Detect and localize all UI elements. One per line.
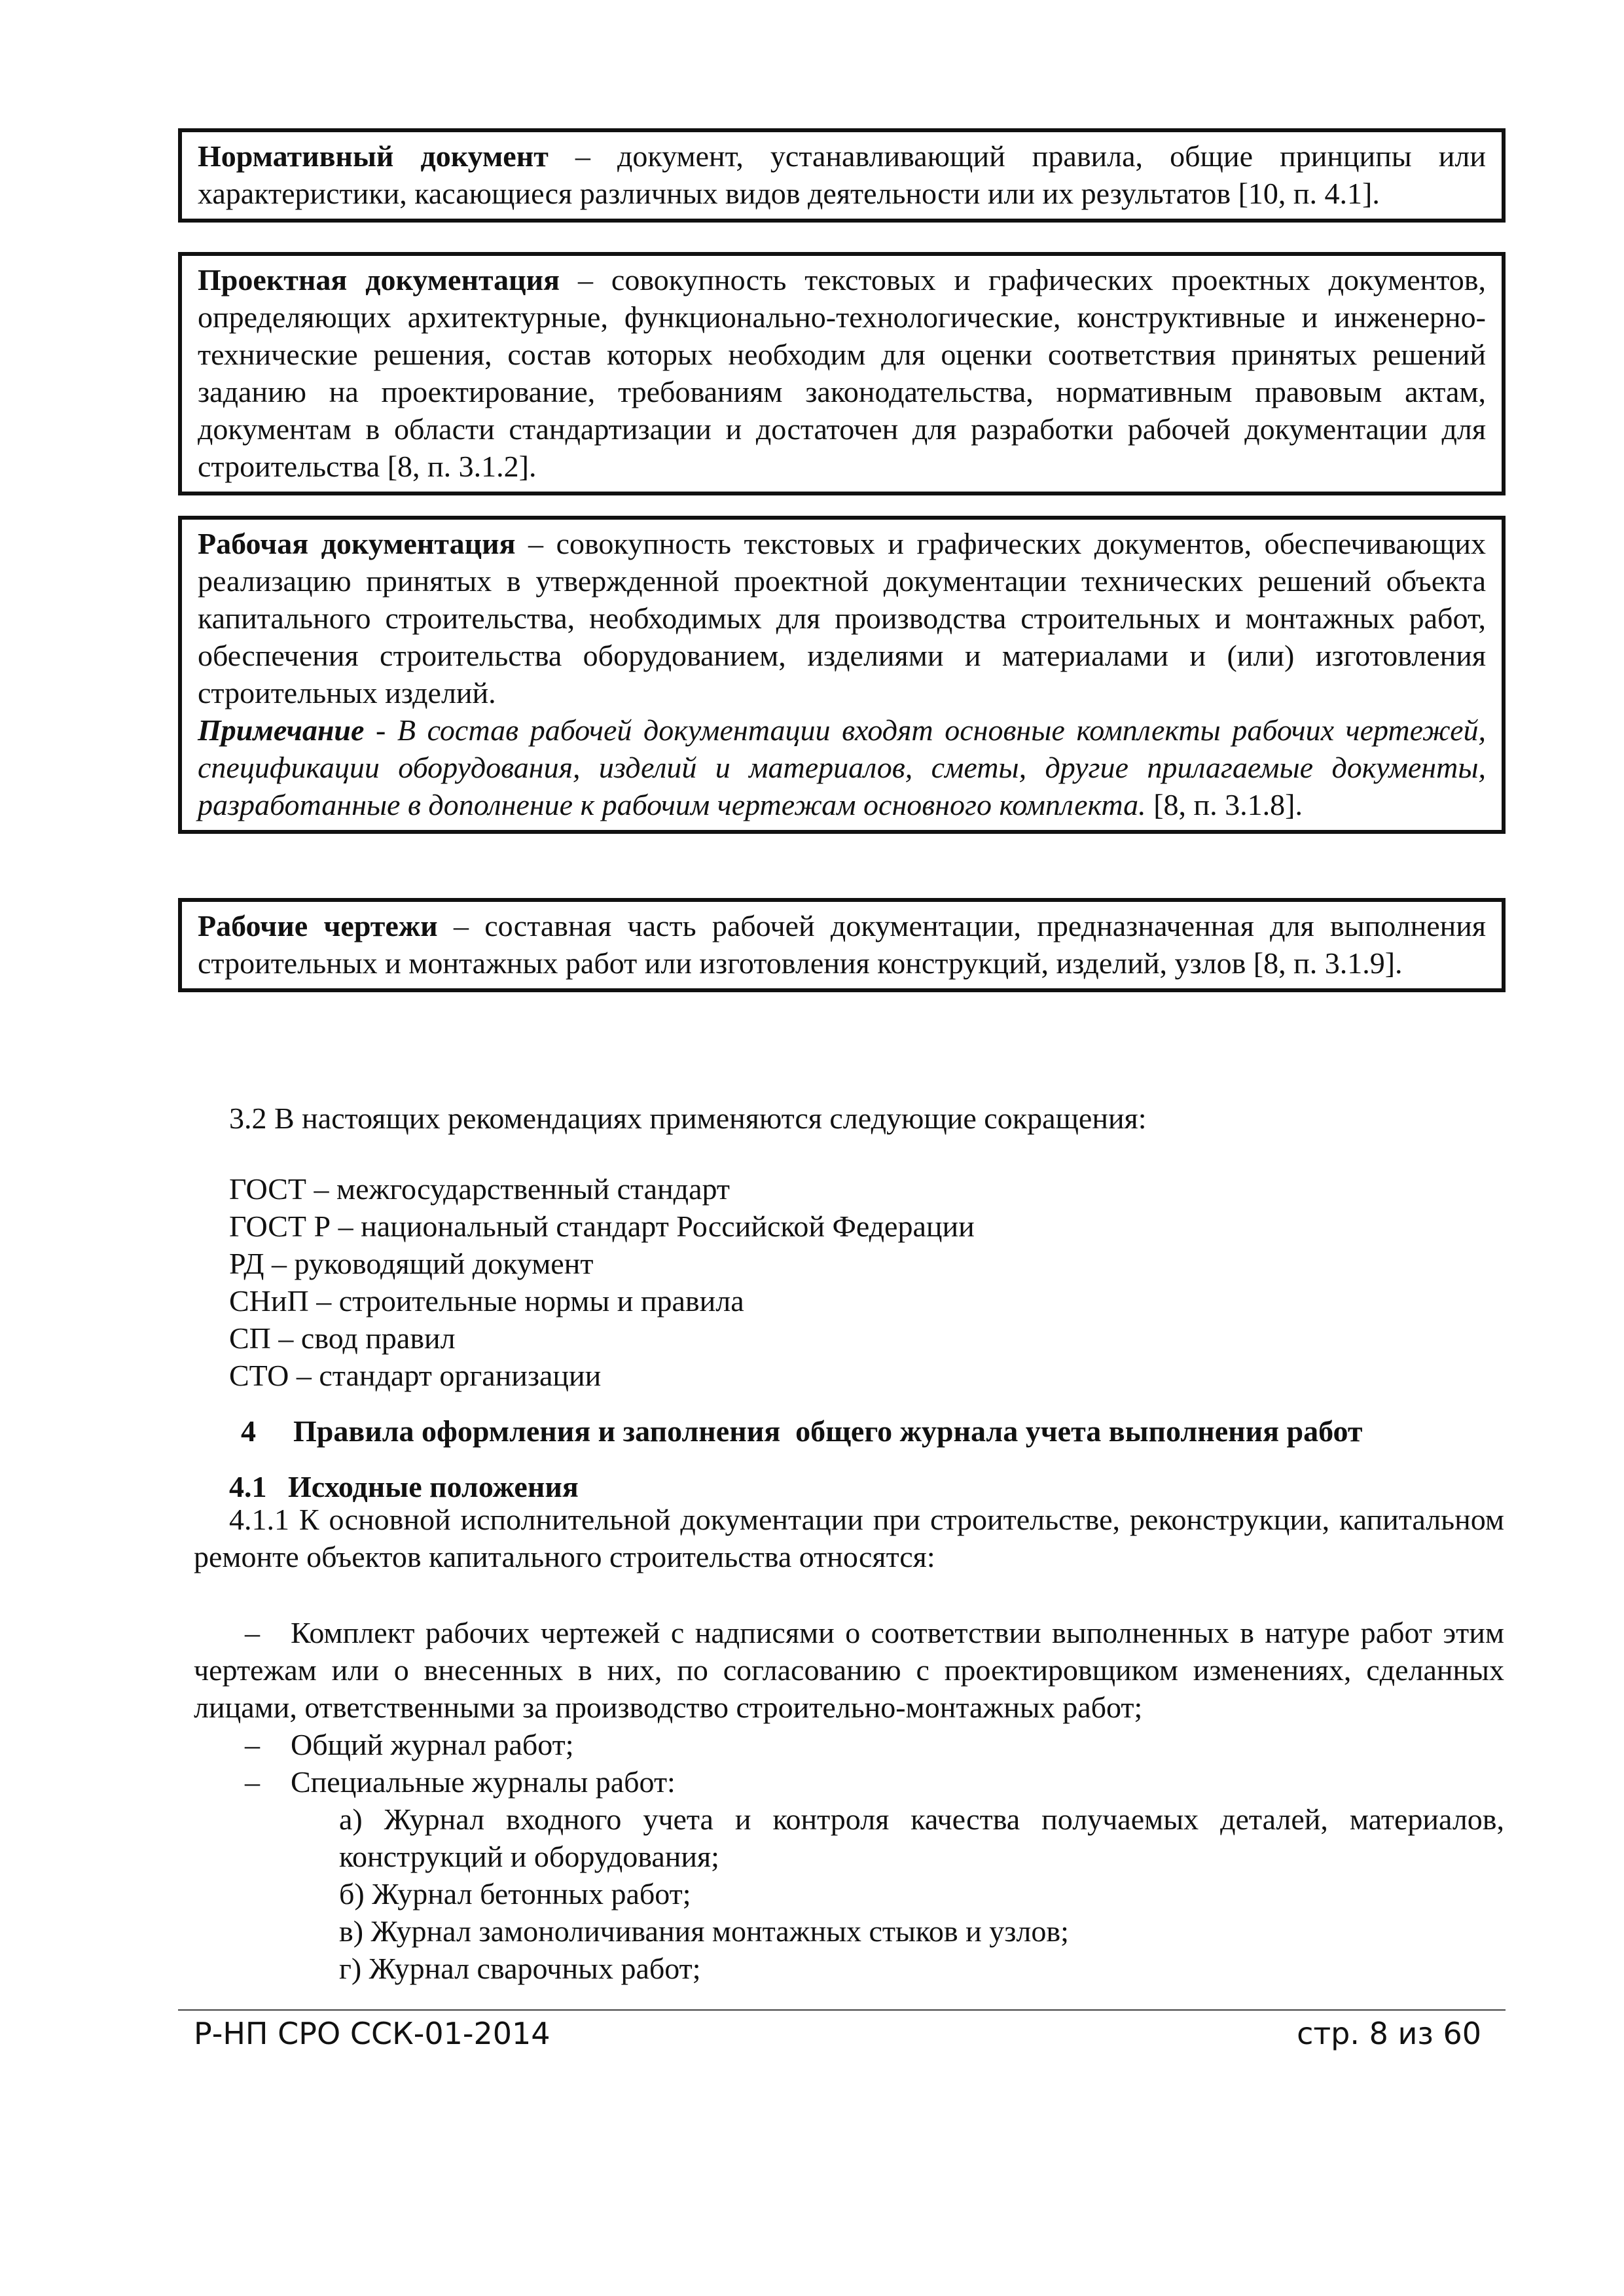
note-label: Примечание [198,713,365,747]
section-number: 4 [241,1414,256,1448]
definition-text: – совокупность текстовых и графических документов, обеспечивающих реализацию принятых в утвержденной проектной документации технических решений объекта капитального строительства, необходимых для производства строительных и монтажных работ, обеспечения строительства оборудованием, изделиями и материалами и (или) изготовления строительных изделий. [198,527,1487,709]
dash-marker: – [245,1616,260,1649]
section-title: Правила оформления и заполнения общего журнала учета выполнения работ [293,1414,1363,1448]
paragraph-4-1-1: 4.1.1 К основной исполнительной документации при строительстве, реконструкции, капитальном ремонте объектов капитального строительства относятся: [194,1503,1504,1573]
abbreviation-item: СП – свод правил [229,1321,456,1355]
abbreviation-item: ГОСТ Р – национальный стандарт Российской Федерации [229,1210,975,1243]
definition-working-documentation [178,516,1506,834]
definition-project-documentation [178,252,1506,495]
footer-document-code: Р-НП СРО ССК-01-2014 [194,2016,550,2051]
dash-marker: – [245,1765,260,1799]
definition-note [198,711,1486,823]
abbreviation-item: ГОСТ – межгосударственный стандарт [229,1172,730,1206]
footer-divider [178,2009,1506,2011]
list-item-text: Специальные журналы работ: [291,1765,676,1799]
note-text: - В состав рабочей документации входят основные комплекты рабочих чертежей, спецификации оборудования, изделий и материалов, сметы, другие прилагаемые документы, разработанные в дополнение к рабочим чертежам основного комплекта. [198,713,1486,821]
definition-text: – документ, устанавливающий правила, общие принципы или характеристики, касающиеся различных видов деятельности или их результатов [10, п. 4.1]. [198,139,1486,210]
list-item [245,1726,574,1763]
note-reference: [8, п. 3.1.8]. [1146,788,1303,821]
subsection-title: Исходные положения [288,1470,579,1503]
definition-text: – составная часть рабочей документации, предназначенная для выполнения строительных и монтажных работ или изготовления конструкций, изделий, узлов [8, п. 3.1.9]. [198,909,1486,980]
section-4-heading [241,1414,1363,1448]
definition-working-drawings [178,898,1506,992]
sub-list-item: г) Журнал сварочных работ; [339,1952,701,1985]
definition-text: – совокупность текстовых и графических проектных документов, определяющих архитектурные, функционально-технологические, конструктивные и инженерно-технические решения, состав которых необходим для оценки соответствия принятых решений заданию на проектирование, требованиям законодательства, нормативным правовым актам, документам в области стандартизации и достаточен для разработки рабочей документации для строительства [8, п. 3.1.2]. [198,263,1486,483]
term-normative-document: Нормативный документ [198,139,549,173]
section-3-2-intro: 3.2 В настоящих рекомендациях применяются следующие сокращения: [229,1102,1147,1135]
dash-marker: – [245,1728,260,1761]
subsection-number: 4.1 [229,1470,267,1503]
term-working-documentation: Рабочая документация [198,527,516,560]
subsection-4-1-heading [229,1469,579,1504]
abbreviation-item: СНиП – строительные нормы и правила [229,1284,744,1318]
footer-page-number: стр. 8 из 60 [1297,2016,1481,2051]
abbreviation-item: РД – руководящий документ [229,1247,594,1280]
list-item-text: Общий журнал работ; [291,1728,574,1761]
sub-list-item: в) Журнал замоноличивания монтажных стыков и узлов; [339,1914,1069,1948]
term-working-drawings: Рабочие чертежи [198,909,438,942]
sub-list-item: а) Журнал входного учета и контроля качества получаемых деталей, материалов, конструкций и оборудования; [339,1803,1504,1873]
list-item [194,1614,1504,1726]
abbreviation-item: СТО – стандарт организации [229,1359,602,1392]
list-item-text: Комплект рабочих чертежей с надписями о соответствии выполненных в натуре работ этим чертежам или о внесенных в них, по согласованию с проектировщиком изменениях, сделанных лицами, ответственными за производство строительно-монтажных работ; [194,1616,1504,1724]
sub-list [339,1801,1504,1987]
sub-list-item: б) Журнал бетонных работ; [339,1877,691,1910]
definition-normative-document [178,128,1506,223]
list-item [245,1763,676,1801]
term-project-documentation: Проектная документация [198,263,560,296]
abbreviations-list [229,1170,975,1394]
